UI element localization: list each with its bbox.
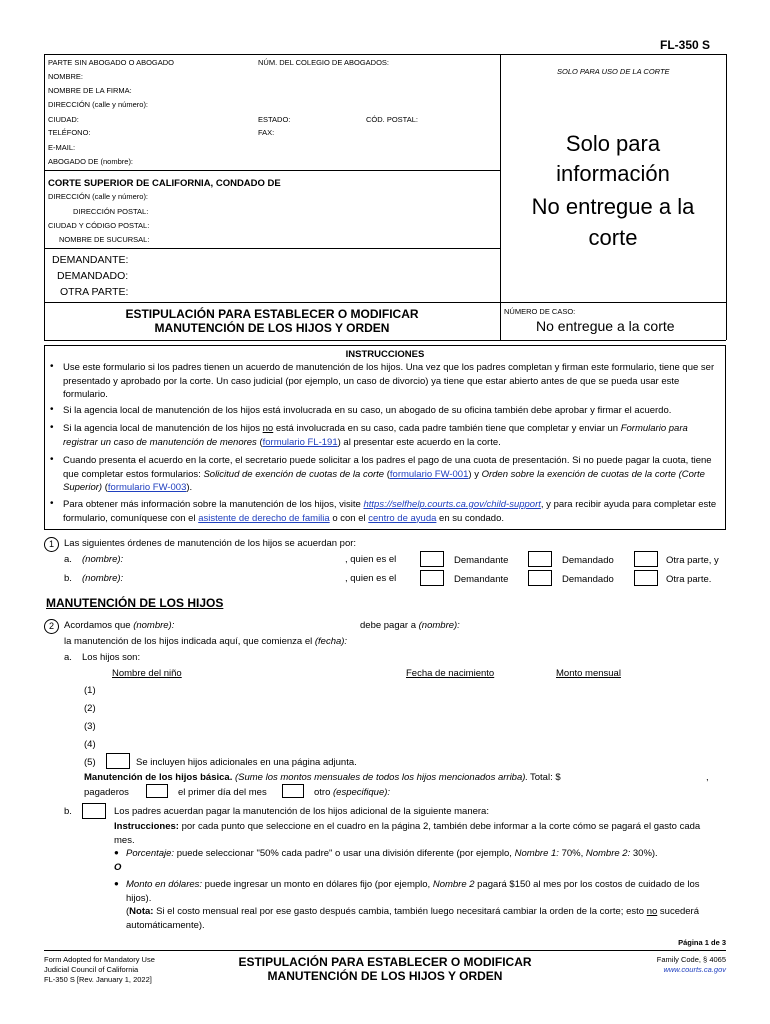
case-number-label: NÚMERO DE CASO:	[504, 307, 576, 316]
item-1b-petitioner-checkbox[interactable]	[420, 570, 444, 586]
child-row-5: (5)	[84, 757, 96, 768]
child-row-1: (1)	[84, 685, 96, 696]
court-title: CORTE SUPERIOR DE CALIFORNIA, CONDADO DE	[48, 178, 281, 189]
family-law-facilitator-link[interactable]: asistente de derecho de familia	[198, 512, 330, 524]
footer-title-line1: ESTIPULACIÓN PARA ESTABLECER O MODIFICAR	[238, 955, 532, 969]
item-1a-respondent-checkbox[interactable]	[528, 551, 552, 567]
amount-bullet: ●	[114, 879, 119, 888]
item-2-agree-text: Acordamos que (nombre):	[64, 620, 175, 631]
item-2a-children-label: Los hijos son:	[82, 652, 141, 663]
footer-adopted: Form Adopted for Mandatory Use	[44, 955, 155, 964]
footer-council: Judicial Council of California	[44, 965, 139, 974]
total-label: Total: $	[530, 772, 561, 783]
selfhelp-link[interactable]: https://selfhelp.courts.ca.gov/child-support	[363, 499, 541, 510]
col-monthly-amount: Monto mensual	[556, 668, 621, 679]
branch-label: NOMBRE DE SUCURSAL:	[59, 235, 150, 244]
item-1b-petitioner-label: Demandante	[454, 574, 509, 585]
payable-label: pagaderos	[84, 787, 129, 798]
fw-003-link[interactable]: formulario FW-003	[107, 482, 187, 493]
item-2b-text: Los padres acuerdan pagar la manutención de los hijos adicional de la siguiente manera:	[114, 806, 489, 817]
footer-code: Family Code, § 4065	[656, 955, 726, 964]
instructions-title: INSTRUCCIONES	[345, 349, 425, 360]
additional-children-text: Se incluyen hijos adicionales en una página adjunta.	[136, 757, 357, 768]
other-party-label: OTRA PARTE:	[60, 286, 129, 298]
item-1a-other-label: Otra parte, y	[666, 555, 719, 566]
item-1a-petitioner-checkbox[interactable]	[420, 551, 444, 567]
parties-section-bottom	[44, 302, 726, 303]
attorney-for-label: ABOGADO DE (nombre):	[48, 157, 134, 166]
instruction-5: Para obtener más información sobre la manutención de los hijos, visite https://selfhelp.courts.ca.gov/child-support, y para recibir ayuda para completar este formulario, comuníquese con el asistente de derecho de familia o con el centro de ayuda en su condado.	[63, 499, 717, 524]
item-2a-label: a.	[64, 652, 72, 663]
fl-191-link[interactable]: formulario FL-191	[262, 436, 338, 448]
item-2b-instructions: Instrucciones: por cada punto que seleccione en el cuadro en la página 2, también debe informar a la corte cómo se pagará el gasto cada mes.	[114, 821, 701, 846]
child-row-4: (4)	[84, 739, 96, 750]
header-top-border	[44, 54, 726, 55]
item-1a-name-label: (nombre):	[82, 554, 124, 565]
bullet-5: •	[50, 498, 54, 509]
note-text: (Nota: Si el costo mensual real por ese gasto después cambia, también luego necesitará cambiar la orden de la corte; esto no sucederá automáticamente).	[126, 906, 699, 931]
address-label: DIRECCIÓN (calle y número):	[48, 100, 149, 109]
page-number: Página 1 de 3	[678, 938, 726, 947]
court-address-label: DIRECCIÓN (calle y número):	[48, 192, 149, 201]
percent-bullet: ●	[114, 848, 119, 857]
footer-site-link[interactable]: www.courts.ca.gov	[663, 965, 726, 974]
bullet-3: •	[50, 422, 54, 433]
bullet-1: •	[50, 361, 54, 372]
item-1a-label: a.	[64, 554, 72, 565]
respondent-label: DEMANDADO:	[57, 270, 129, 282]
fw-001-link[interactable]: formulario FW-001	[389, 468, 469, 480]
item-2-start-date-text: la manutención de los hijos indicada aquí, que comienza el (fecha):	[64, 636, 348, 647]
item-1a-role-text: , quien es el	[345, 554, 397, 565]
item-1b-label: b.	[64, 573, 72, 584]
party-label: PARTE SIN ABOGADO O ABOGADO	[48, 58, 175, 67]
footer-divider	[44, 950, 726, 951]
attorney-section-bottom	[44, 170, 500, 171]
bullet-4: •	[50, 454, 54, 465]
footer-revision: FL-350 S [Rev. January 1, 2022]	[44, 975, 152, 984]
header-right-border	[726, 54, 727, 340]
city-zip-label: CIUDAD Y CÓDIGO POSTAL:	[48, 221, 150, 230]
watermark-line3: No entregue a la	[531, 194, 695, 219]
petitioner-label: DEMANDANTE:	[52, 254, 129, 266]
self-help-center-link[interactable]: centro de ayuda	[368, 512, 437, 524]
instruction-1: Use este formulario si los padres tienen un acuerdo de manutención de los hijos. Una vez que los padres completan y firman este formulario, tiene que ser presentado y aprobado por la corte. Un caso judicial (por ejemplo, un caso de divorcio) ya tiene que estar abierto antes de que se pueda usar este formulario.	[63, 362, 715, 400]
item-1a-respondent-label: Demandado	[562, 555, 614, 566]
mailing-address-label: DIRECCIÓN POSTAL:	[73, 207, 149, 216]
item-2-number: 2	[44, 619, 59, 634]
watermark-line1: Solo para	[565, 131, 661, 156]
col-child-name: Nombre del niño	[112, 668, 182, 679]
header-bottom-border	[44, 340, 726, 341]
item-1a-other-checkbox[interactable]	[634, 551, 658, 567]
item-1b-role-text: , quien es el	[345, 573, 397, 584]
watermark-line2: información	[556, 161, 670, 186]
case-number-note: No entregue a la corte	[536, 318, 675, 334]
phone-label: TELÉFONO:	[48, 128, 91, 137]
bar-number-label: NÚM. DEL COLEGIO DE ABOGADOS:	[258, 58, 390, 67]
item-1a-petitioner-label: Demandante	[454, 555, 509, 566]
fax-label: FAX:	[258, 128, 275, 137]
item-1-text: Las siguientes órdenes de manutención de los hijos se acuerdan por:	[64, 538, 357, 549]
additional-children-checkbox[interactable]	[106, 753, 130, 769]
item-1b-name-label: (nombre):	[82, 573, 124, 584]
child-row-3: (3)	[84, 721, 96, 732]
doc-title-line2: MANUTENCIÓN DE LOS HIJOS Y ORDEN	[154, 321, 390, 335]
court-section-bottom	[44, 248, 500, 249]
header-left-border	[44, 54, 45, 340]
footer-title-line2: MANUTENCIÓN DE LOS HIJOS Y ORDEN	[267, 969, 503, 983]
other-schedule-checkbox[interactable]	[282, 784, 304, 798]
item-2b-checkbox[interactable]	[82, 803, 106, 819]
bullet-2: •	[50, 404, 54, 415]
percent-option-text: Porcentaje: puede seleccionar "50% cada padre" o usar una división diferente (por ejemplo, Nombre 1: 70%, Nombre 2: 30%).	[126, 848, 658, 859]
form-number: FL-350 S	[660, 38, 711, 52]
item-2-pay-to-text: debe pagar a (nombre):	[360, 620, 460, 631]
email-label: E-MAIL:	[48, 143, 76, 152]
zip-label: CÓD. POSTAL:	[366, 115, 418, 124]
item-1b-respondent-checkbox[interactable]	[528, 570, 552, 586]
or-label: O	[114, 862, 122, 873]
court-use-label: SOLO PARA USO DE LA CORTE	[557, 67, 670, 76]
doc-title-line1: ESTIPULACIÓN PARA ESTABLECER O MODIFICAR	[125, 307, 419, 321]
city-label: CIUDAD:	[48, 115, 79, 124]
first-of-month-checkbox[interactable]	[146, 784, 168, 798]
item-1-number: 1	[44, 537, 59, 552]
child-row-2: (2)	[84, 703, 96, 714]
first-of-month-label: el primer día del mes	[178, 787, 267, 798]
item-2b-label: b.	[64, 806, 72, 817]
col-birth-date: Fecha de nacimiento	[406, 668, 495, 679]
other-schedule-label: otro (especifique):	[314, 787, 391, 798]
instruction-3: Si la agencia local de manutención de los hijos no está involucrada en su caso, cada padre también tiene que completar y enviar un Formulario para registrar un caso de manutención de menores (formulario FL-191) al presentar este acuerdo en la corte.	[63, 423, 688, 448]
item-1b-other-label: Otra parte.	[666, 574, 712, 585]
name-label: NOMBRE:	[48, 72, 84, 81]
item-1b-respondent-label: Demandado	[562, 574, 614, 585]
item-1b-other-checkbox[interactable]	[634, 570, 658, 586]
state-label: ESTADO:	[258, 115, 291, 124]
instruction-2: Si la agencia local de manutención de los hijos está involucrada en su caso, un abogado de su oficina también debe aprobar y firmar el acuerdo.	[63, 405, 672, 416]
watermark-line4: corte	[588, 225, 638, 250]
basic-support-text: Manutención de los hijos básica. (Sume los montos mensuales de todos los hijos mencionados arriba).	[84, 772, 529, 783]
firm-name-label: NOMBRE DE LA FIRMA:	[48, 86, 132, 95]
section-title: MANUTENCIÓN DE LOS HIJOS	[46, 596, 224, 610]
total-comma: ,	[706, 772, 709, 783]
instruction-4: Cuando presenta el acuerdo en la corte, el secretario puede solicitar a los padres el pago de una cuota de presentación. Si no puede pagar la cuota, tiene que completar estos formularios: Solicitud de exención de cuotas de la corte (formulario FW-001) y Orden sobre la exención de cuotas de la corte (Corte Superior) (formulario FW-003).	[63, 455, 712, 493]
amount-option-text: Monto en dólares: puede ingresar un monto en dólares fijo (por ejemplo, Nombre 2 pagará $150 al mes por los costos de cuidado de los hijos).	[126, 879, 700, 904]
